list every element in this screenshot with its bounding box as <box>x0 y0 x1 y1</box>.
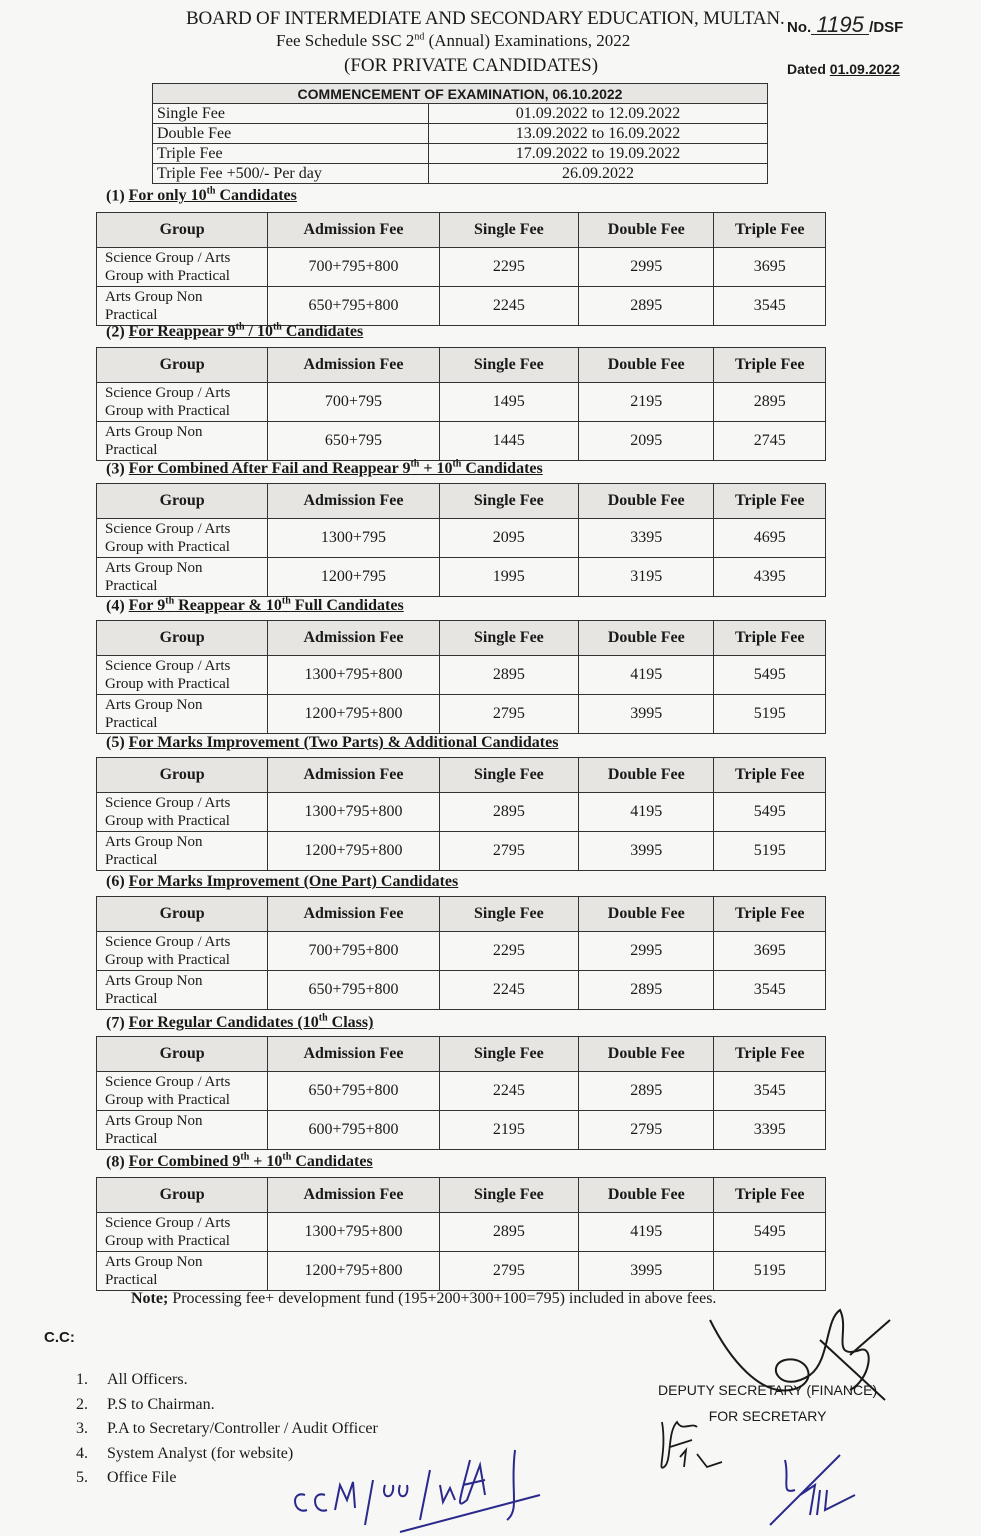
group-line: Group with Practical <box>105 1092 230 1108</box>
admission-fee-cell: 1300+795+800 <box>268 793 440 832</box>
group-line: Group with Practical <box>105 676 230 692</box>
column-header: Group <box>97 621 268 656</box>
fee-table <box>96 212 826 326</box>
admission-fee-cell: 700+795+800 <box>268 932 439 971</box>
cc-item-number: 4. <box>76 1444 88 1462</box>
triple-fee-cell: 3695 <box>714 932 826 971</box>
column-header: Double Fee <box>579 1037 714 1072</box>
title-fragment: + 10 <box>419 460 453 478</box>
table-header-row <box>97 897 826 932</box>
section-title <box>106 596 404 615</box>
admission-fee-cell: 650+795 <box>268 422 439 461</box>
cc-item <box>76 1368 378 1393</box>
triple-fee-cell: 5495 <box>714 656 826 695</box>
fee-table <box>96 1177 826 1291</box>
triple-fee-cell: 3395 <box>714 1111 826 1150</box>
column-header: Double Fee <box>578 484 713 519</box>
column-header: Group <box>97 484 268 519</box>
cc-item-text: All Officers. <box>107 1371 188 1388</box>
admission-fee-cell: 1200+795+800 <box>268 695 440 734</box>
double-fee-cell: 2795 <box>579 1111 714 1150</box>
section-title-text <box>129 734 559 751</box>
schedule-label: Single Fee <box>153 104 429 124</box>
group-line: Group with Practical <box>105 539 230 555</box>
section-title-text <box>129 187 297 204</box>
table-row <box>97 248 826 287</box>
reference-number <box>787 12 904 37</box>
section-number: (2) <box>106 323 125 341</box>
section-title-text <box>129 873 459 890</box>
group-line: Group with Practical <box>105 813 230 829</box>
admission-fee-cell: 1300+795 <box>268 519 439 558</box>
group-line: Group with Practical <box>105 952 230 968</box>
double-fee-cell: 4195 <box>579 656 714 695</box>
column-header: Single Fee <box>439 758 578 793</box>
group-line: Science Group / Arts <box>105 1215 231 1231</box>
schedule-dates: 17.09.2022 to 19.09.2022 <box>429 144 768 164</box>
board-title: BOARD OF INTERMEDIATE AND SECONDARY EDUCATION, MULTAN. <box>186 8 785 29</box>
table-row <box>97 1213 826 1252</box>
schedule-label: Double Fee <box>153 124 429 144</box>
column-header: Group <box>97 213 268 248</box>
cc-item-number: 2. <box>76 1395 88 1413</box>
double-fee-cell: 2095 <box>578 422 713 461</box>
table-row <box>97 656 826 695</box>
column-header: Triple Fee <box>714 484 826 519</box>
single-fee-cell: 2795 <box>439 695 578 734</box>
column-header: Triple Fee <box>714 348 826 383</box>
admission-fee-cell: 650+795+800 <box>268 971 439 1010</box>
admission-fee-cell: 650+795+800 <box>268 1072 439 1111</box>
double-fee-cell: 3995 <box>579 695 714 734</box>
column-header: Group <box>97 1178 268 1213</box>
column-header: Admission Fee <box>268 348 439 383</box>
triple-fee-cell: 5195 <box>714 1252 826 1291</box>
schedule-dates: 13.09.2022 to 16.09.2022 <box>429 124 768 144</box>
cc-item-number: 5. <box>76 1469 88 1486</box>
table-header-row <box>97 758 826 793</box>
column-header: Triple Fee <box>714 1037 826 1072</box>
column-header: Admission Fee <box>268 621 440 656</box>
double-fee-cell: 3395 <box>578 519 713 558</box>
title-fragment: Candidates <box>461 460 543 478</box>
column-header: Triple Fee <box>714 1178 826 1213</box>
subtitle-sup: nd <box>414 31 425 43</box>
group-cell <box>97 1213 268 1252</box>
group-line: Group with Practical <box>105 1233 230 1249</box>
single-fee-cell: 2295 <box>439 248 578 287</box>
title-fragment: For Reappear 9 <box>128 323 236 341</box>
signatory-title: DEPUTY SECRETARY (FINANCE) <box>658 1382 878 1398</box>
admission-fee-cell: 650+795+800 <box>268 287 439 326</box>
group-line: Arts Group Non <box>105 1254 203 1270</box>
column-header: Admission Fee <box>268 484 439 519</box>
signatory-block <box>658 1377 877 1429</box>
single-fee-cell: 2795 <box>439 1252 578 1291</box>
single-fee-cell: 2895 <box>439 656 578 695</box>
admission-fee-cell: 1200+795 <box>268 558 439 597</box>
double-fee-cell: 2995 <box>579 248 714 287</box>
triple-fee-cell: 5195 <box>714 832 826 871</box>
group-cell <box>97 932 268 971</box>
ref-label: No. <box>787 19 812 36</box>
cc-item <box>76 1417 378 1442</box>
note-label: Note; <box>131 1290 169 1307</box>
group-line: Practical <box>105 715 158 731</box>
subtitle-text: Fee Schedule SSC 2 <box>276 31 415 50</box>
admission-fee-cell: 1300+795+800 <box>268 1213 440 1252</box>
note-text: Processing fee+ development fund (195+200+300+100=795) included in above fees. <box>168 1290 717 1307</box>
section-number: (3) <box>106 460 125 478</box>
table-row <box>97 422 826 461</box>
section-title <box>106 186 297 205</box>
group-line: Arts Group Non <box>105 834 203 850</box>
title-fragment: For Combined 9 <box>128 1153 241 1171</box>
ref-number-value: 1195 <box>811 16 869 35</box>
triple-fee-cell: 3545 <box>714 287 826 326</box>
ordinal-suffix: th <box>318 1013 328 1024</box>
title-fragment: For Combined After Fail and Reappear 9 <box>128 460 411 478</box>
schedule-label: Triple Fee <box>153 144 429 164</box>
column-header: Triple Fee <box>714 213 826 248</box>
title-fragment: Candidates <box>215 187 297 205</box>
double-fee-cell: 3995 <box>579 832 714 871</box>
admission-fee-cell: 700+795 <box>268 383 439 422</box>
commencement-heading: COMMENCEMENT OF EXAMINATION, 06.10.2022 <box>153 84 768 104</box>
column-header: Single Fee <box>439 348 578 383</box>
group-line: Science Group / Arts <box>105 795 231 811</box>
group-cell <box>97 248 268 287</box>
section-title <box>106 873 458 891</box>
admission-fee-cell: 1200+795+800 <box>268 1252 440 1291</box>
group-cell <box>97 1072 268 1111</box>
section-title <box>106 734 558 752</box>
section-number: (4) <box>106 597 125 615</box>
ref-suffix: /DSF <box>869 19 904 36</box>
cc-item <box>76 1466 378 1491</box>
schedule-row <box>153 164 768 184</box>
section-title-text <box>129 323 364 340</box>
group-line: Practical <box>105 852 158 868</box>
column-header: Group <box>97 758 268 793</box>
fee-schedule-subtitle <box>276 31 630 51</box>
section-title-text <box>129 1014 374 1031</box>
note <box>131 1290 716 1308</box>
signatory-subtitle: FOR SECRETARY <box>708 1408 827 1424</box>
title-fragment: Reappear & 10 <box>174 597 282 615</box>
triple-fee-cell: 2745 <box>714 422 826 461</box>
ordinal-suffix: th <box>282 1152 292 1163</box>
column-header: Admission Fee <box>268 758 440 793</box>
private-candidates-heading: (FOR PRIVATE CANDIDATES) <box>344 55 599 76</box>
column-header: Triple Fee <box>714 621 826 656</box>
column-header: Group <box>97 897 268 932</box>
triple-fee-cell: 5495 <box>714 793 826 832</box>
cc-item-number: 1. <box>76 1371 88 1388</box>
table-row <box>97 695 826 734</box>
schedule-label: Triple Fee +500/- Per day <box>153 164 429 184</box>
ordinal-suffix: th <box>272 322 282 333</box>
single-fee-cell: 2195 <box>439 1111 578 1150</box>
section-title-text <box>129 1153 373 1170</box>
double-fee-cell: 2995 <box>579 932 714 971</box>
group-cell <box>97 695 268 734</box>
group-line: Science Group / Arts <box>105 658 231 674</box>
group-line: Science Group / Arts <box>105 934 231 950</box>
admission-fee-cell: 1300+795+800 <box>268 656 440 695</box>
column-header: Admission Fee <box>268 897 439 932</box>
table-row <box>97 383 826 422</box>
group-line: Science Group / Arts <box>105 1074 231 1090</box>
group-line: Practical <box>105 578 158 594</box>
group-line: Arts Group Non <box>105 697 203 713</box>
triple-fee-cell: 4695 <box>714 519 826 558</box>
cc-item-number: 3. <box>76 1420 88 1437</box>
section-number: (8) <box>106 1153 125 1171</box>
group-line: Science Group / Arts <box>105 385 231 401</box>
single-fee-cell: 2795 <box>439 832 578 871</box>
title-fragment: For Regular Candidates (10 <box>128 1014 319 1032</box>
ordinal-suffix: th <box>452 459 462 470</box>
table-row <box>97 932 826 971</box>
cc-item-text: Office File <box>107 1469 177 1486</box>
group-cell <box>97 422 268 461</box>
group-line: Practical <box>105 1131 158 1147</box>
group-line: Science Group / Arts <box>105 250 231 266</box>
group-cell <box>97 1252 268 1291</box>
title-fragment: For only 10 <box>128 187 207 205</box>
group-cell <box>97 287 268 326</box>
title-fragment: Candidates <box>281 323 364 341</box>
dated-value: 01.09.2022 <box>829 61 900 77</box>
double-fee-cell: 4195 <box>579 793 714 832</box>
section-title <box>106 459 543 478</box>
double-fee-cell: 2895 <box>579 287 714 326</box>
group-line: Arts Group Non <box>105 973 203 989</box>
group-cell <box>97 832 268 871</box>
single-fee-cell: 2245 <box>439 1072 578 1111</box>
fee-table <box>96 347 826 461</box>
table-row <box>97 1111 826 1150</box>
triple-fee-cell: 2895 <box>714 383 826 422</box>
double-fee-cell: 3195 <box>578 558 713 597</box>
single-fee-cell: 2895 <box>439 1213 578 1252</box>
section-number: (1) <box>106 187 125 205</box>
triple-fee-cell: 3545 <box>714 1072 826 1111</box>
table-row <box>97 287 826 326</box>
title-fragment: / 10 <box>244 323 273 341</box>
single-fee-cell: 1445 <box>439 422 578 461</box>
column-header: Double Fee <box>579 621 714 656</box>
section-title <box>106 1152 373 1171</box>
triple-fee-cell: 5195 <box>714 695 826 734</box>
column-header: Group <box>97 348 268 383</box>
double-fee-cell: 2195 <box>578 383 713 422</box>
column-header: Double Fee <box>579 758 714 793</box>
schedule-row <box>153 124 768 144</box>
table-row <box>97 1252 826 1291</box>
single-fee-cell: 1995 <box>439 558 578 597</box>
column-header: Double Fee <box>579 1178 714 1213</box>
group-cell <box>97 793 268 832</box>
cc-item-text: P.S to Chairman. <box>107 1395 215 1413</box>
section-number: (6) <box>106 873 125 890</box>
blue-initials-signature-icon <box>755 1435 875 1535</box>
admission-fee-cell: 1200+795+800 <box>268 832 440 871</box>
table-header-row <box>97 213 826 248</box>
group-line: Practical <box>105 442 158 458</box>
double-fee-cell: 4195 <box>579 1213 714 1252</box>
fee-table <box>96 896 826 1010</box>
section-title-text <box>129 597 404 614</box>
admission-fee-cell: 700+795+800 <box>268 248 439 287</box>
group-line: Arts Group Non <box>105 560 203 576</box>
triple-fee-cell: 3545 <box>714 971 826 1010</box>
subtitle-text-post: (Annual) Examinations, 2022 <box>424 31 631 50</box>
column-header: Admission Fee <box>268 1178 440 1213</box>
admission-fee-cell: 600+795+800 <box>268 1111 439 1150</box>
group-line: Arts Group Non <box>105 424 203 440</box>
ordinal-suffix: th <box>206 186 216 197</box>
single-fee-cell: 2245 <box>439 971 578 1010</box>
ordinal-suffix: th <box>165 596 175 607</box>
triple-fee-cell: 5495 <box>714 1213 826 1252</box>
single-fee-cell: 2295 <box>439 932 578 971</box>
cc-item <box>76 1393 378 1418</box>
cc-item <box>76 1442 378 1467</box>
title-fragment: Class) <box>327 1014 374 1032</box>
title-fragment: For Marks Improvement (One Part) Candidates <box>128 873 459 890</box>
column-header: Double Fee <box>579 213 714 248</box>
group-cell <box>97 656 268 695</box>
group-line: Practical <box>105 991 158 1007</box>
cc-list <box>76 1368 378 1491</box>
schedule-table <box>152 83 768 184</box>
group-line: Arts Group Non <box>105 1113 203 1129</box>
group-line: Group with Practical <box>105 268 230 284</box>
fee-table <box>96 483 826 597</box>
section-title <box>106 322 363 341</box>
table-row <box>97 793 826 832</box>
dated-label: Dated <box>787 61 830 77</box>
schedule-row <box>153 104 768 124</box>
schedule-dates: 26.09.2022 <box>429 164 768 184</box>
ordinal-suffix: th <box>240 1152 250 1163</box>
column-header: Single Fee <box>439 1178 578 1213</box>
group-line: Practical <box>105 307 158 323</box>
column-header: Single Fee <box>439 897 578 932</box>
column-header: Single Fee <box>439 1037 578 1072</box>
column-header: Double Fee <box>578 348 713 383</box>
group-line: Science Group / Arts <box>105 521 231 537</box>
group-cell <box>97 558 268 597</box>
cc-item-text: System Analyst (for website) <box>107 1444 294 1462</box>
column-header: Single Fee <box>439 621 578 656</box>
title-fragment: + 10 <box>249 1153 283 1171</box>
section-number: (5) <box>106 734 125 751</box>
group-line: Practical <box>105 1272 158 1288</box>
ordinal-suffix: th <box>281 596 291 607</box>
schedule-dates: 01.09.2022 to 12.09.2022 <box>429 104 768 124</box>
double-fee-cell: 2895 <box>579 971 714 1010</box>
group-line: Group with Practical <box>105 403 230 419</box>
cc-label: C.C: <box>44 1329 75 1346</box>
table-header-row <box>97 484 826 519</box>
schedule-row <box>153 144 768 164</box>
table-row <box>97 971 826 1010</box>
table-header-row <box>97 621 826 656</box>
single-fee-cell: 2895 <box>439 793 578 832</box>
group-line: Arts Group Non <box>105 289 203 305</box>
triple-fee-cell: 4395 <box>714 558 826 597</box>
section-title-text <box>129 460 543 477</box>
single-fee-cell: 2245 <box>439 287 578 326</box>
single-fee-cell: 1495 <box>439 383 578 422</box>
group-cell <box>97 519 268 558</box>
double-fee-cell: 2895 <box>579 1072 714 1111</box>
group-cell <box>97 971 268 1010</box>
dated-line <box>787 61 900 77</box>
column-header: Triple Fee <box>714 897 826 932</box>
ordinal-suffix: th <box>235 322 245 333</box>
column-header: Single Fee <box>439 213 578 248</box>
column-header: Group <box>97 1037 268 1072</box>
table-row <box>97 832 826 871</box>
title-fragment: Candidates <box>291 1153 373 1171</box>
table-row <box>97 558 826 597</box>
fee-table <box>96 1036 826 1150</box>
title-fragment: Full Candidates <box>290 597 404 615</box>
ordinal-suffix: th <box>410 459 420 470</box>
column-header: Triple Fee <box>714 758 826 793</box>
fee-table <box>96 620 826 734</box>
table-row <box>97 519 826 558</box>
single-fee-cell: 2095 <box>439 519 578 558</box>
group-cell <box>97 1111 268 1150</box>
triple-fee-cell: 3695 <box>714 248 826 287</box>
section-number: (7) <box>106 1014 125 1032</box>
table-row <box>97 1072 826 1111</box>
cc-item-text: P.A to Secretary/Controller / Audit Officer <box>107 1420 378 1437</box>
column-header: Admission Fee <box>268 1037 439 1072</box>
table-header-row <box>97 1178 826 1213</box>
column-header: Single Fee <box>439 484 578 519</box>
fee-table <box>96 757 826 871</box>
table-header-row <box>97 348 826 383</box>
title-fragment: For 9 <box>128 597 166 615</box>
section-title <box>106 1013 373 1032</box>
column-header: Double Fee <box>579 897 714 932</box>
column-header: Admission Fee <box>268 213 439 248</box>
group-cell <box>97 383 268 422</box>
double-fee-cell: 3995 <box>579 1252 714 1291</box>
table-header-row <box>97 1037 826 1072</box>
title-fragment: For Marks Improvement (Two Parts) & Additional Candidates <box>128 734 559 751</box>
